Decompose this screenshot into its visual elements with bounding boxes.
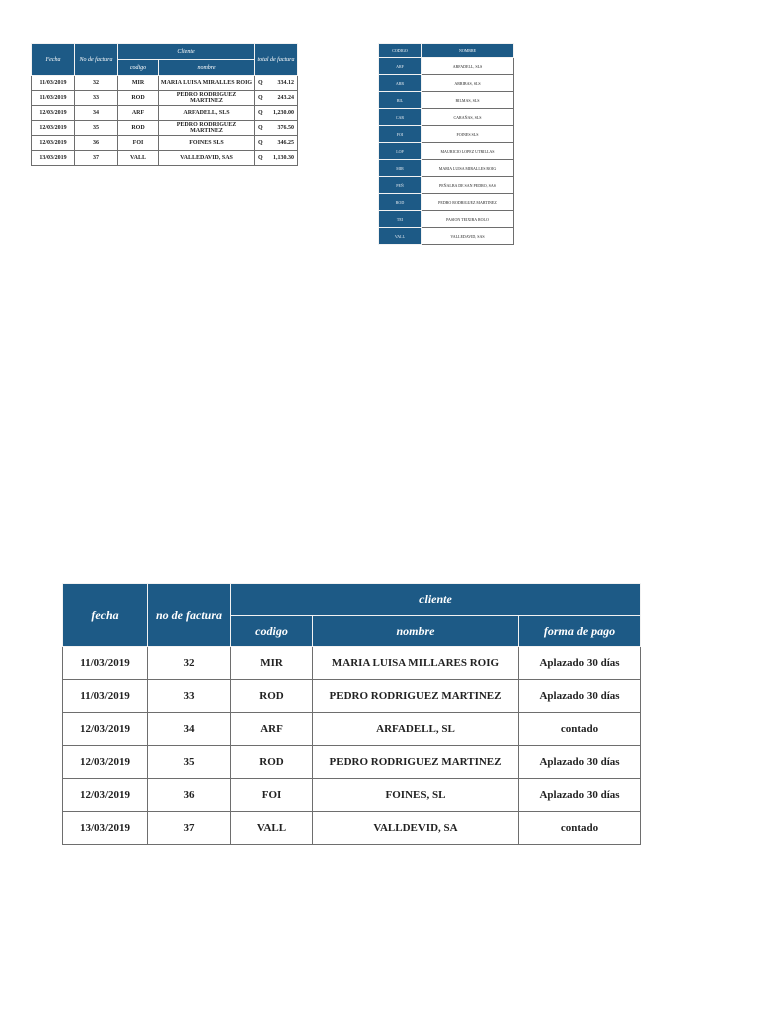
header-nombre: nombre	[159, 60, 255, 76]
cell-fecha: 13/03/2019	[32, 151, 75, 166]
cell-codigo: ARF	[118, 106, 159, 121]
cell-codigo: MIR	[379, 160, 422, 177]
cell-nombre: ARFADELL, SL	[313, 713, 519, 746]
amount: 334.12	[277, 80, 294, 86]
cell-codigo: ROD	[118, 121, 159, 136]
header-fecha: Fecha	[32, 44, 75, 76]
cell-fecha: 11/03/2019	[32, 91, 75, 106]
header-nombre: nombre	[313, 616, 519, 647]
currency: Q	[258, 155, 263, 161]
amount: 376.50	[277, 125, 294, 131]
cell-fecha: 12/03/2019	[63, 779, 148, 812]
table-row	[379, 92, 514, 109]
cell-nombre: PEDRO RODRIGUEZ MARTINEZ	[422, 194, 514, 211]
cell-fecha: 11/03/2019	[63, 680, 148, 713]
table-row	[379, 75, 514, 92]
amount: 1,130.30	[273, 155, 294, 161]
table-row	[379, 160, 514, 177]
table-row	[63, 680, 641, 713]
cell-nombre: MARIA LUISA MILLARES ROIG	[313, 647, 519, 680]
cell-codigo: FOI	[118, 136, 159, 151]
table-row	[32, 121, 298, 136]
table-row	[32, 106, 298, 121]
cell-codigo: CAR	[379, 109, 422, 126]
header-forma-pago: forma de pago	[519, 616, 641, 647]
cell-fecha: 12/03/2019	[32, 136, 75, 151]
cell-codigo: MIR	[231, 647, 313, 680]
cell-forma-pago: Aplazado 30 días	[519, 746, 641, 779]
cell-nombre: PEDRO RODRIGUEZ MARTINEZ	[313, 680, 519, 713]
header-nombre: NOMBRE	[422, 44, 514, 58]
cell-nombre: MAURICIO LOPEZ UTRILLAS	[422, 143, 514, 160]
cell-nombre: VALLEDAVID, SAS	[422, 228, 514, 245]
cell-no: 36	[148, 779, 231, 812]
cell-codigo: FOI	[231, 779, 313, 812]
amount: 1,230.00	[273, 110, 294, 116]
client-table	[378, 43, 514, 245]
cell-nombre: CARAÑAS, SLS	[422, 109, 514, 126]
cell-codigo: ROD	[118, 91, 159, 106]
cell-total	[255, 151, 298, 166]
cell-total	[255, 121, 298, 136]
cell-codigo: VALL	[379, 228, 422, 245]
cell-nombre: PASION TEIXIRA ROLO	[422, 211, 514, 228]
cell-forma-pago: contado	[519, 812, 641, 845]
cell-codigo: ARR	[379, 75, 422, 92]
cell-no: 37	[75, 151, 118, 166]
cell-codigo: ROD	[379, 194, 422, 211]
amount: 346.25	[277, 140, 294, 146]
currency: Q	[258, 125, 263, 131]
currency: Q	[258, 80, 263, 86]
cell-no: 33	[75, 91, 118, 106]
header-cliente: Cliente	[118, 44, 255, 60]
cell-codigo: BIL	[379, 92, 422, 109]
cell-nombre: VALLEDAVID, SAS	[159, 151, 255, 166]
header-total: total de factura	[255, 44, 298, 76]
cell-nombre: BILMAS, SLS	[422, 92, 514, 109]
cell-fecha: 13/03/2019	[63, 812, 148, 845]
amount: 243.24	[277, 95, 294, 101]
table-row	[63, 746, 641, 779]
table-row	[63, 647, 641, 680]
cell-codigo: ROD	[231, 746, 313, 779]
cell-codigo: ARF	[379, 58, 422, 75]
cell-fecha: 11/03/2019	[32, 76, 75, 91]
cell-fecha: 12/03/2019	[32, 106, 75, 121]
header-cliente: cliente	[231, 584, 641, 616]
header-codigo: codigo	[118, 60, 159, 76]
cell-nombre: FOINES, SL	[313, 779, 519, 812]
cell-nombre: FOINES SLS	[422, 126, 514, 143]
cell-total	[255, 136, 298, 151]
table-row	[63, 713, 641, 746]
currency: Q	[258, 140, 263, 146]
table-row	[32, 151, 298, 166]
cell-nombre: PEDRO RODRIGUEZ MARTINEZ	[159, 91, 255, 106]
header-codigo: codigo	[231, 616, 313, 647]
table-row	[379, 228, 514, 245]
header-no-factura: no de factura	[148, 584, 231, 647]
header-fecha: fecha	[63, 584, 148, 647]
cell-forma-pago: Aplazado 30 días	[519, 779, 641, 812]
cell-no: 35	[148, 746, 231, 779]
cell-nombre: PEDRO RODRIGUEZ MARTINEZ	[313, 746, 519, 779]
cell-codigo: FOI	[379, 126, 422, 143]
cell-no: 33	[148, 680, 231, 713]
table-row	[379, 58, 514, 75]
cell-codigo: PEÑ	[379, 177, 422, 194]
table-row	[379, 177, 514, 194]
cell-fecha: 12/03/2019	[63, 746, 148, 779]
cell-forma-pago: Aplazado 30 días	[519, 680, 641, 713]
table-row	[63, 779, 641, 812]
cell-nombre: ARRIBAS, SLS	[422, 75, 514, 92]
header-no-factura: No de factura	[75, 44, 118, 76]
cell-codigo: TEI	[379, 211, 422, 228]
table-row	[379, 126, 514, 143]
cell-nombre: MARIA LUISA MIRALLES ROIG	[422, 160, 514, 177]
table-row	[63, 812, 641, 845]
cell-no: 36	[75, 136, 118, 151]
payment-table	[62, 583, 641, 845]
invoice-table	[31, 43, 298, 166]
table-row	[379, 211, 514, 228]
cell-no: 32	[75, 76, 118, 91]
cell-no: 34	[148, 713, 231, 746]
cell-no: 32	[148, 647, 231, 680]
cell-nombre: ARFADELL, SLS	[422, 58, 514, 75]
cell-fecha: 12/03/2019	[63, 713, 148, 746]
table-row	[32, 76, 298, 91]
currency: Q	[258, 110, 263, 116]
table-row	[32, 136, 298, 151]
cell-codigo: ARF	[231, 713, 313, 746]
table-row	[379, 143, 514, 160]
cell-forma-pago: contado	[519, 713, 641, 746]
cell-codigo: LOP	[379, 143, 422, 160]
cell-fecha: 11/03/2019	[63, 647, 148, 680]
cell-total	[255, 91, 298, 106]
cell-nombre: FOINES SLS	[159, 136, 255, 151]
cell-no: 37	[148, 812, 231, 845]
header-codigo: CODIGO	[379, 44, 422, 58]
table-row	[379, 109, 514, 126]
cell-codigo: MIR	[118, 76, 159, 91]
cell-nombre: VALLDEVID, SA	[313, 812, 519, 845]
currency: Q	[258, 95, 263, 101]
cell-fecha: 12/03/2019	[32, 121, 75, 136]
table-row	[379, 194, 514, 211]
cell-nombre: PEÑALBA DE SAN PEDRO, SAS	[422, 177, 514, 194]
cell-nombre: MARIA LUISA MIRALLES ROIG	[159, 76, 255, 91]
cell-codigo: ROD	[231, 680, 313, 713]
cell-no: 34	[75, 106, 118, 121]
cell-codigo: VALL	[118, 151, 159, 166]
cell-forma-pago: Aplazado 30 días	[519, 647, 641, 680]
cell-no: 35	[75, 121, 118, 136]
cell-nombre: ARFADELL, SLS	[159, 106, 255, 121]
cell-codigo: VALL	[231, 812, 313, 845]
table-row	[32, 91, 298, 106]
cell-total	[255, 106, 298, 121]
cell-nombre: PEDRO RODRIGUEZ MARTINEZ	[159, 121, 255, 136]
cell-total	[255, 76, 298, 91]
